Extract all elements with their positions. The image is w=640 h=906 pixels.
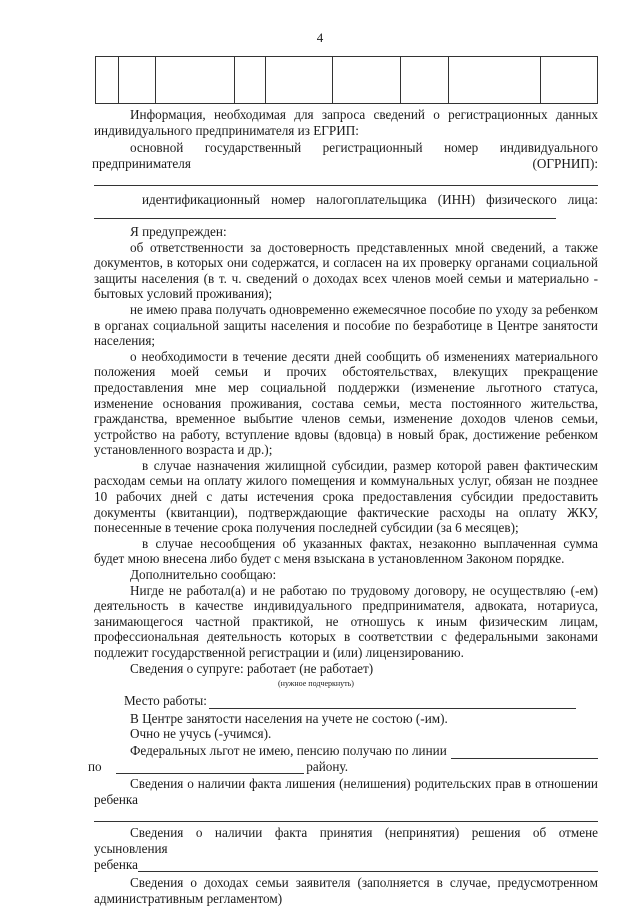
table-cell [96,57,119,104]
workplace-field[interactable] [209,696,576,709]
pension-label: Федеральных льгот не имею, пенсию получаю по линии [130,742,447,758]
ogrnip-label-cont: предпринимателя [92,155,191,171]
workplace-label: Место работы: [124,693,207,709]
warned-item: о необходимости в течение десяти дней сообщить об изменениях материального положения моей семьи и прочих обстоятельствах, влекущих прекращение предоставления мне мер социальной поддержки (изменение льготного статуса, изменение основания проживания, состава семьи, места постоянного жительства, гражданства, временное выбытие членов семьи, изменение доходов членов семьи, устройство на работу, вступление вдовы (вдовца) в новый брак, достижение ребенком установленного возраста и др.); [94,348,598,458]
parental-rights-field[interactable] [94,807,598,822]
warned-item: об ответственности за достоверность представленных мной сведений, а также документов, в которых они содержатся, и согласен на их проверку органами социальной защиты населения (в т. ч. сведений о доходах всех членов моей семьи и материально - бытовых условий проживания); [94,239,598,302]
warned-item: в случае несообщения об указанных фактах, незаконно выплаченная сумма будет мною внесена либо будет с меня взыскана в установленном Законом порядке. [94,535,598,567]
pension-source-field[interactable] [451,746,598,759]
page-number: 4 [316,30,324,45]
inn-label: идентификационный номер налогоплательщика (ИНН) физического лица: [142,192,598,208]
ogrnip-field[interactable] [94,171,598,186]
income-label: Сведения о доходах семьи заявителя (заполняется в случае, предусмотренном административным регламентом) [94,875,598,906]
table-cell [541,57,598,104]
table-cell [400,57,448,104]
top-table [95,56,598,104]
table-cell [118,57,155,104]
child-label: ребенка [94,856,138,872]
study-status: Очно не учусь (-учимся). [130,726,272,742]
ogrnip-label: основной государственный регистрационный номер индивидуального [130,140,598,156]
table-cell [333,57,401,104]
egrip-intro: Информация, необходимая для запроса сведений о регистрационных данных индивидуального предпринимателя из ЕГРИП: [94,107,598,138]
pension-district: району. [306,758,348,774]
pension-district-row [88,759,348,775]
document-body [88,107,598,906]
spouse-note: (нужное подчеркнуть) [278,679,354,689]
adoption-row [94,857,598,873]
table-cell [448,57,540,104]
additional-heading: Дополнительно сообщаю: [130,567,277,583]
employment-center: В Центре занятости населения на учете не состою (-им). [130,710,448,726]
warned-heading: Я предупрежден: [130,223,227,239]
pension-district-field[interactable] [116,761,305,774]
table-row [96,57,598,104]
ogrnip-label-abbr: (ОГРНИП): [532,155,598,171]
table-cell [155,57,234,104]
spouse-label: Сведения о супруге: работает (не работает) [130,660,374,676]
warned-item: в случае назначения жилищной субсидии, размер которой равен фактическим расходам семьи на оплату жилого помещения и коммунальных услуг, обязан не позднее 10 рабочих дней с даты истечения срока предоставления субсидии предоставить документы (квитанции), подтверждающие фактические расходы на оплату ЖКУ, понесенные в течение срока получения последней субсидии (за 6 месяцев); [94,457,598,536]
inn-field[interactable] [94,208,556,219]
parental-rights-label: Сведения о наличии факта лишения (нелишения) родительских прав в отношении [130,776,598,792]
adoption-label: Сведения о наличии факта принятия (непринятия) решения об отмене усыновления [94,825,598,856]
adoption-field[interactable] [138,859,598,872]
table-cell [235,57,265,104]
employment-statement: Нигде не работал(а) и не работаю по трудовому договору, не осуществляю (-ем) деятельность в качестве индивидуального предпринимателя, адвоката, нотариуса, занимающегося частной практикой, не отношусь к иным физическим лицам, профессиональная деятельность которых в соответствии с федеральными законами подлежит государственной регистрации и (или) лицензированию. [94,582,598,660]
child-label: ребенка [94,791,138,807]
pension-row [94,743,598,759]
table-cell [265,57,333,104]
warned-item: не имею права получать одновременно ежемесячное пособие по уходу за ребенком в органах социальной защиты населения и пособие по безработице в Центре занятости населения; [94,301,598,349]
workplace-row [94,693,576,709]
pension-by: по [88,758,102,774]
